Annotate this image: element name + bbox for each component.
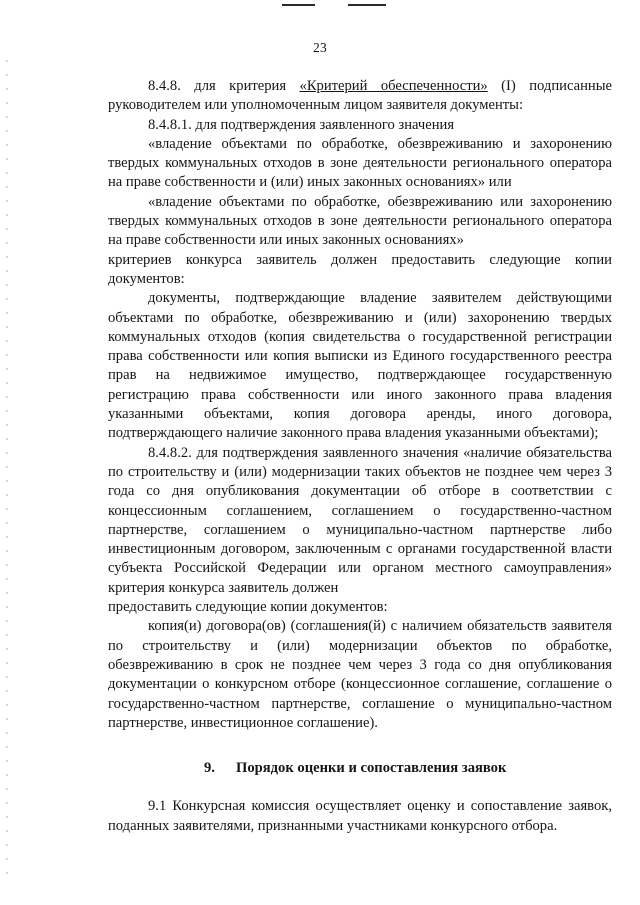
paragraph-quote-1: «владение объектами по обработке, обезвреживанию и захоронению твердых коммунальных отходов в зоне деятельности регионального оператора на праве собственности и (или) иных законных основаниях» или [108, 135, 612, 191]
paragraph-contract-copies: копия(и) договора(ов) (соглашения(й) с наличием обязательств заявителя по строительству и (или) модернизации объектов по обработке, обезвреживанию в срок не позднее чем через 3 года со дня опубликования документации о конкурсном отборе (концессионное соглашение, соглашение о государственно-частном партнерстве, соглашение о муниципально-частном партнерстве, инвестиционное соглашение). [108, 618, 612, 731]
paragraph-criteria-documents: критериев конкурса заявитель должен предоставить следующие копии документов: [108, 251, 612, 287]
paragraph-8-4-8-2: 8.4.8.2. для подтверждения заявленного значения «наличие обязательства по строительству и (или) модернизации таких объектов не позднее чем через 3 года со дня опубликования документации об отборе в соответствии с концессионным соглашением, соглашением о государственно-частном партнерстве, соглашением о муниципально-частном партнерстве либо инвестиционным договором, заключенным с органами государственной власти субъекта Российской Федерации или органом местного самоуправления» критерия конкурса заявитель должен [108, 444, 612, 596]
document-body [108, 77, 612, 836]
page-number: 23 [312, 40, 328, 55]
section-title: Порядок оценки и сопоставления заявок [236, 760, 507, 777]
paragraph-8-4-8-1: 8.4.8.1. для подтверждения заявленного значения [148, 116, 455, 133]
section-number: 9. [204, 760, 215, 777]
scan-mark-left [282, 4, 315, 6]
paragraph-ownership-documents: документы, подтверждающие владение заявителем действующими объектами по обработке, обезвреживанию и (или) захоронению твердых коммунальных отходов (копия свидетельства о государственной регистрации права собственности или копия выписки из Единого государственного реестра прав на недвижимое имущество, подтверждающее государственную регистрацию права собственности или иного законного права владения указанными объектами, копия договора аренды, иного договора, подтверждающего наличие законного права владения указанными объектами); [108, 290, 612, 442]
paragraph-8-4-8 [108, 77, 612, 116]
criterion-name-underlined: «Критерий обеспеченности» [299, 78, 488, 94]
paragraph-8-4-8-rest: (I) подписанные руководителем или уполномоченным лицом заявителя документы: [108, 78, 612, 114]
scan-mark-right [348, 4, 386, 6]
paragraph-provide-copies: предоставить следующие копии документов: [108, 599, 388, 616]
section-heading-9 [108, 759, 612, 778]
paragraph-9-1: 9.1 Конкурсная комиссия осуществляет оценку и сопоставление заявок, поданных заявителями, признанными участниками конкурсного отбора. [108, 798, 612, 834]
scan-edge-artifact [6, 60, 8, 880]
paragraph-8-4-8-prefix: 8.4.8. для критерия [148, 78, 300, 94]
paragraph-quote-2: «владение объектами по обработке, обезвреживанию или захоронению твердых коммунальных отходов в зоне деятельности регионального оператора на праве собственности или иных законных основаниях» [108, 193, 612, 249]
